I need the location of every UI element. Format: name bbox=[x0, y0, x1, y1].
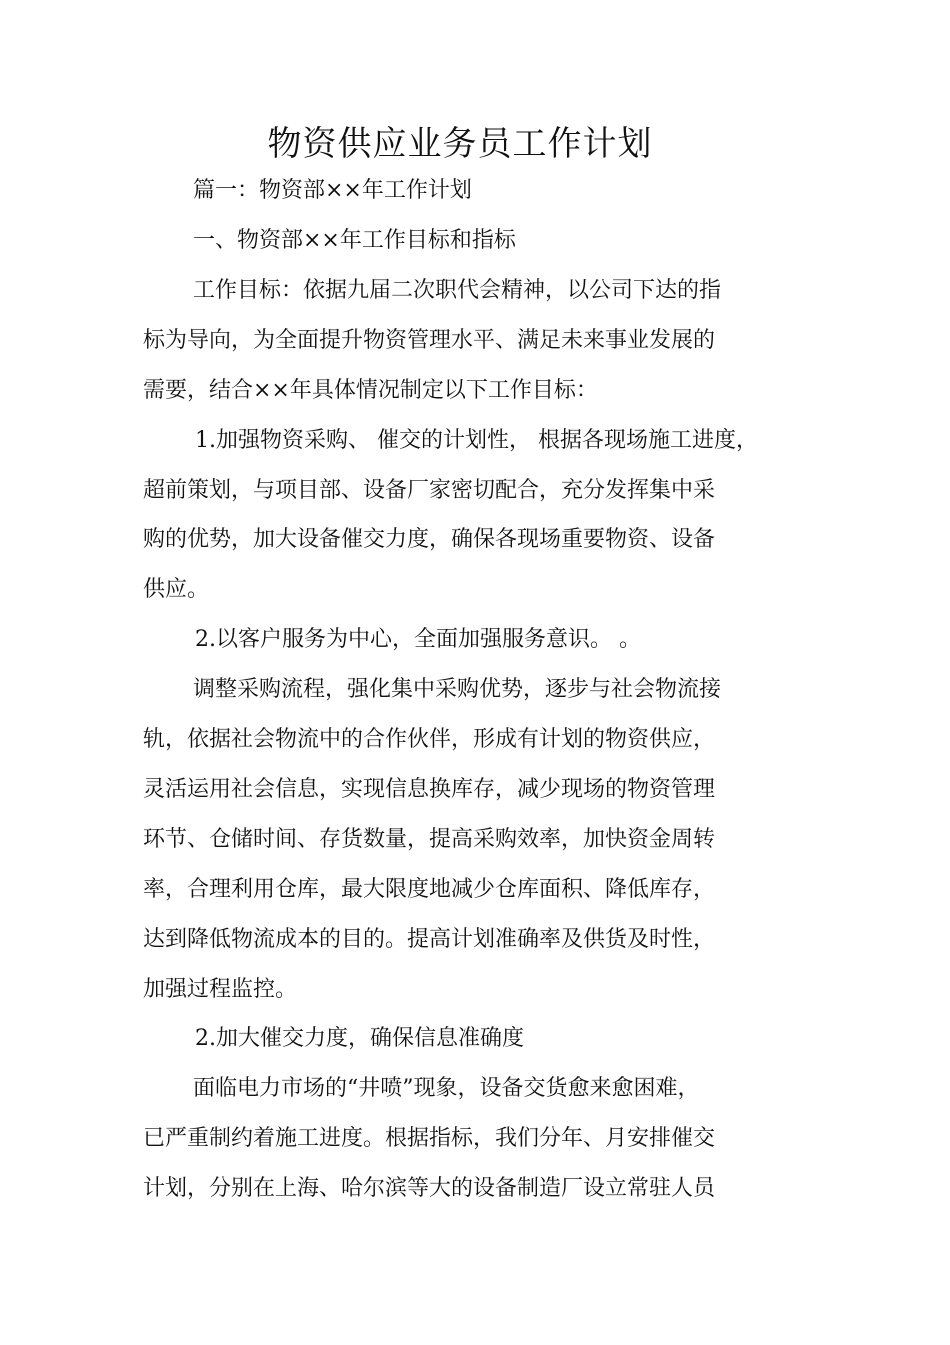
paragraph-line: 购的优势，加大设备催交力度，确保各现场重要物资、设备 bbox=[143, 527, 716, 552]
paragraph-line: 加强过程监控。 bbox=[143, 977, 298, 1002]
section-heading: 篇一：物资部××年工作计划 bbox=[193, 178, 472, 203]
paragraph-line: 计划，分别在上海、哈尔滨等大的设备制造厂设立常驻人员 bbox=[143, 1176, 716, 1201]
paragraph-line: 需要，结合××年具体情况制定以下工作目标： bbox=[143, 378, 598, 403]
paragraph-line: 工作目标：依据九届二次职代会精神，以公司下达的指 bbox=[193, 278, 722, 303]
section-heading: 一、物资部××年工作目标和指标 bbox=[193, 228, 516, 253]
paragraph-line: 已严重制约着施工进度。根据指标，我们分年、月安排催交 bbox=[143, 1126, 716, 1151]
list-item-line: 1.加强物资采购、 催交的计划性， 根据各现场施工进度， bbox=[195, 428, 758, 453]
document-title: 物资供应业务员工作计划 bbox=[267, 124, 653, 164]
paragraph-line: 调整采购流程，强化集中采购优势，逐步与社会物流接 bbox=[193, 677, 722, 702]
paragraph-line: 超前策划，与项目部、设备厂家密切配合，充分发挥集中采 bbox=[143, 478, 716, 503]
paragraph-line: 面临电力市场的“井喷”现象，设备交货愈来愈困难， bbox=[193, 1076, 700, 1101]
paragraph-line: 达到降低物流成本的目的。提高计划准确率及供货及时性， bbox=[143, 927, 716, 952]
paragraph-line: 供应。 bbox=[143, 577, 210, 602]
list-item-line: 2.加大催交力度，确保信息准确度 bbox=[195, 1026, 524, 1051]
paragraph-line: 标为导向，为全面提升物资管理水平、满足未来事业发展的 bbox=[143, 328, 716, 353]
paragraph-line: 率，合理利用仓库，最大限度地减少仓库面积、降低库存， bbox=[143, 877, 716, 902]
paragraph-line: 轨，依据社会物流中的合作伙伴，形成有计划的物资供应， bbox=[143, 727, 716, 752]
paragraph-line: 灵活运用社会信息，实现信息换库存，减少现场的物资管理 bbox=[143, 777, 716, 802]
paragraph-line: 环节、仓储时间、存货数量，提高采购效率，加快资金周转 bbox=[143, 827, 716, 852]
list-item-line: 2.以客户服务为中心，全面加强服务意识。 。 bbox=[195, 627, 641, 652]
